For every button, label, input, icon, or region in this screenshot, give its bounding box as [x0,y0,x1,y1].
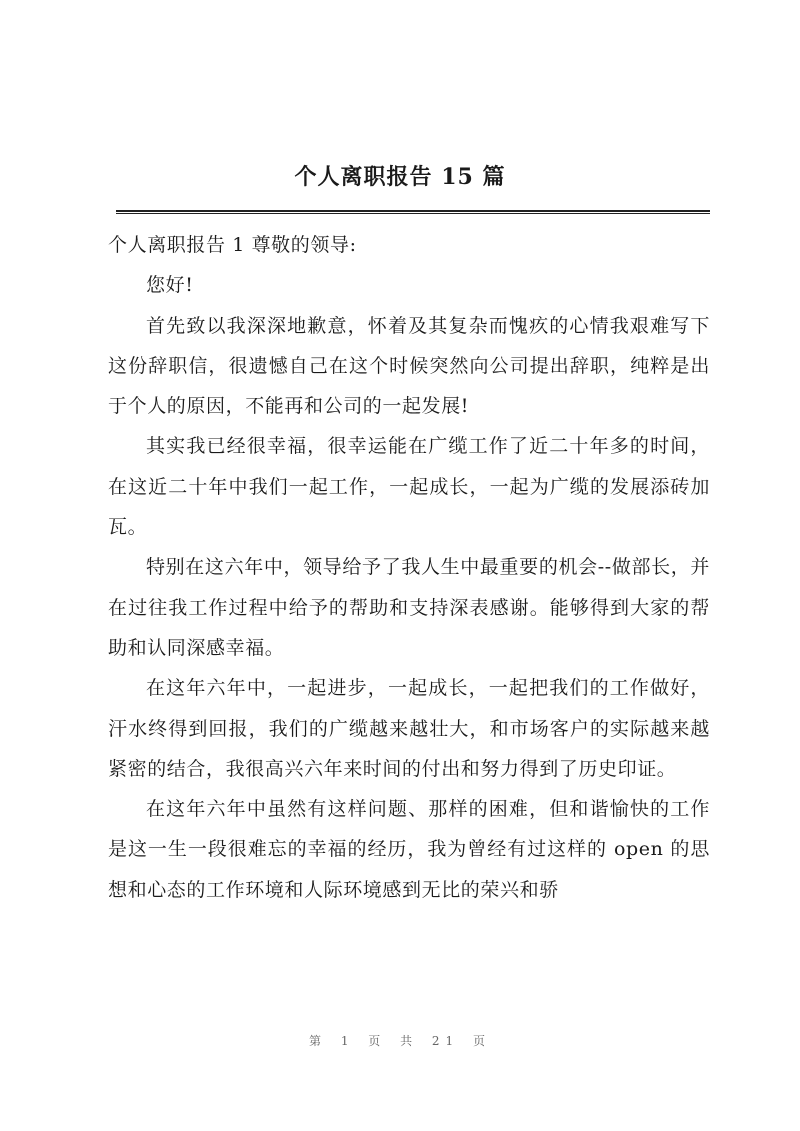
body-paragraph: 在这年六年中虽然有这样问题、那样的困难，但和谐愉快的工作是这一生一段很难忘的幸福的经历，我为曾经有过这样的 open 的思想和心态的工作环境和人际环境感到无比的荣兴和骄 [108,798,710,901]
body-paragraph: 首先致以我深深地歉意，怀着及其复杂而愧疚的心情我艰难写下这份辞职信，很遗憾自己在这个时候突然向公司提出辞职，纯粹是出于个人的原因，不能再和公司的一起发展! [108,314,710,418]
body-paragraph: 特别在这六年中，领导给予了我人生中最重要的机会--做部长，并在过往我工作过程中给予的帮助和支持深表感谢。能够得到大家的帮助和认同深感幸福。 [108,556,710,659]
document-body [108,225,710,910]
salutation-paragraph: 个人离职报告 1 尊敬的领导: [108,234,357,256]
document-title: 个人离职报告 15 篇 [294,164,506,190]
body-paragraph: 在这年六年中，一起进步，一起成长，一起把我们的工作做好，汗水终得到回报，我们的广缆越来越壮大，和市场客户的实际越来越紧密的结合，我很高兴六年来时间的付出和努力得到了历史印证。 [108,677,710,780]
greeting-paragraph: 您好! [146,274,194,297]
title-divider [116,210,710,214]
body-paragraph: 其实我已经很幸福，很幸运能在广缆工作了近二十年多的时间，在这近二十年中我们一起工作，一起成长，一起为广缆的发展添砖加瓦。 [108,435,710,539]
page-footer: 第 1 页 共 21 页 [309,1034,491,1048]
